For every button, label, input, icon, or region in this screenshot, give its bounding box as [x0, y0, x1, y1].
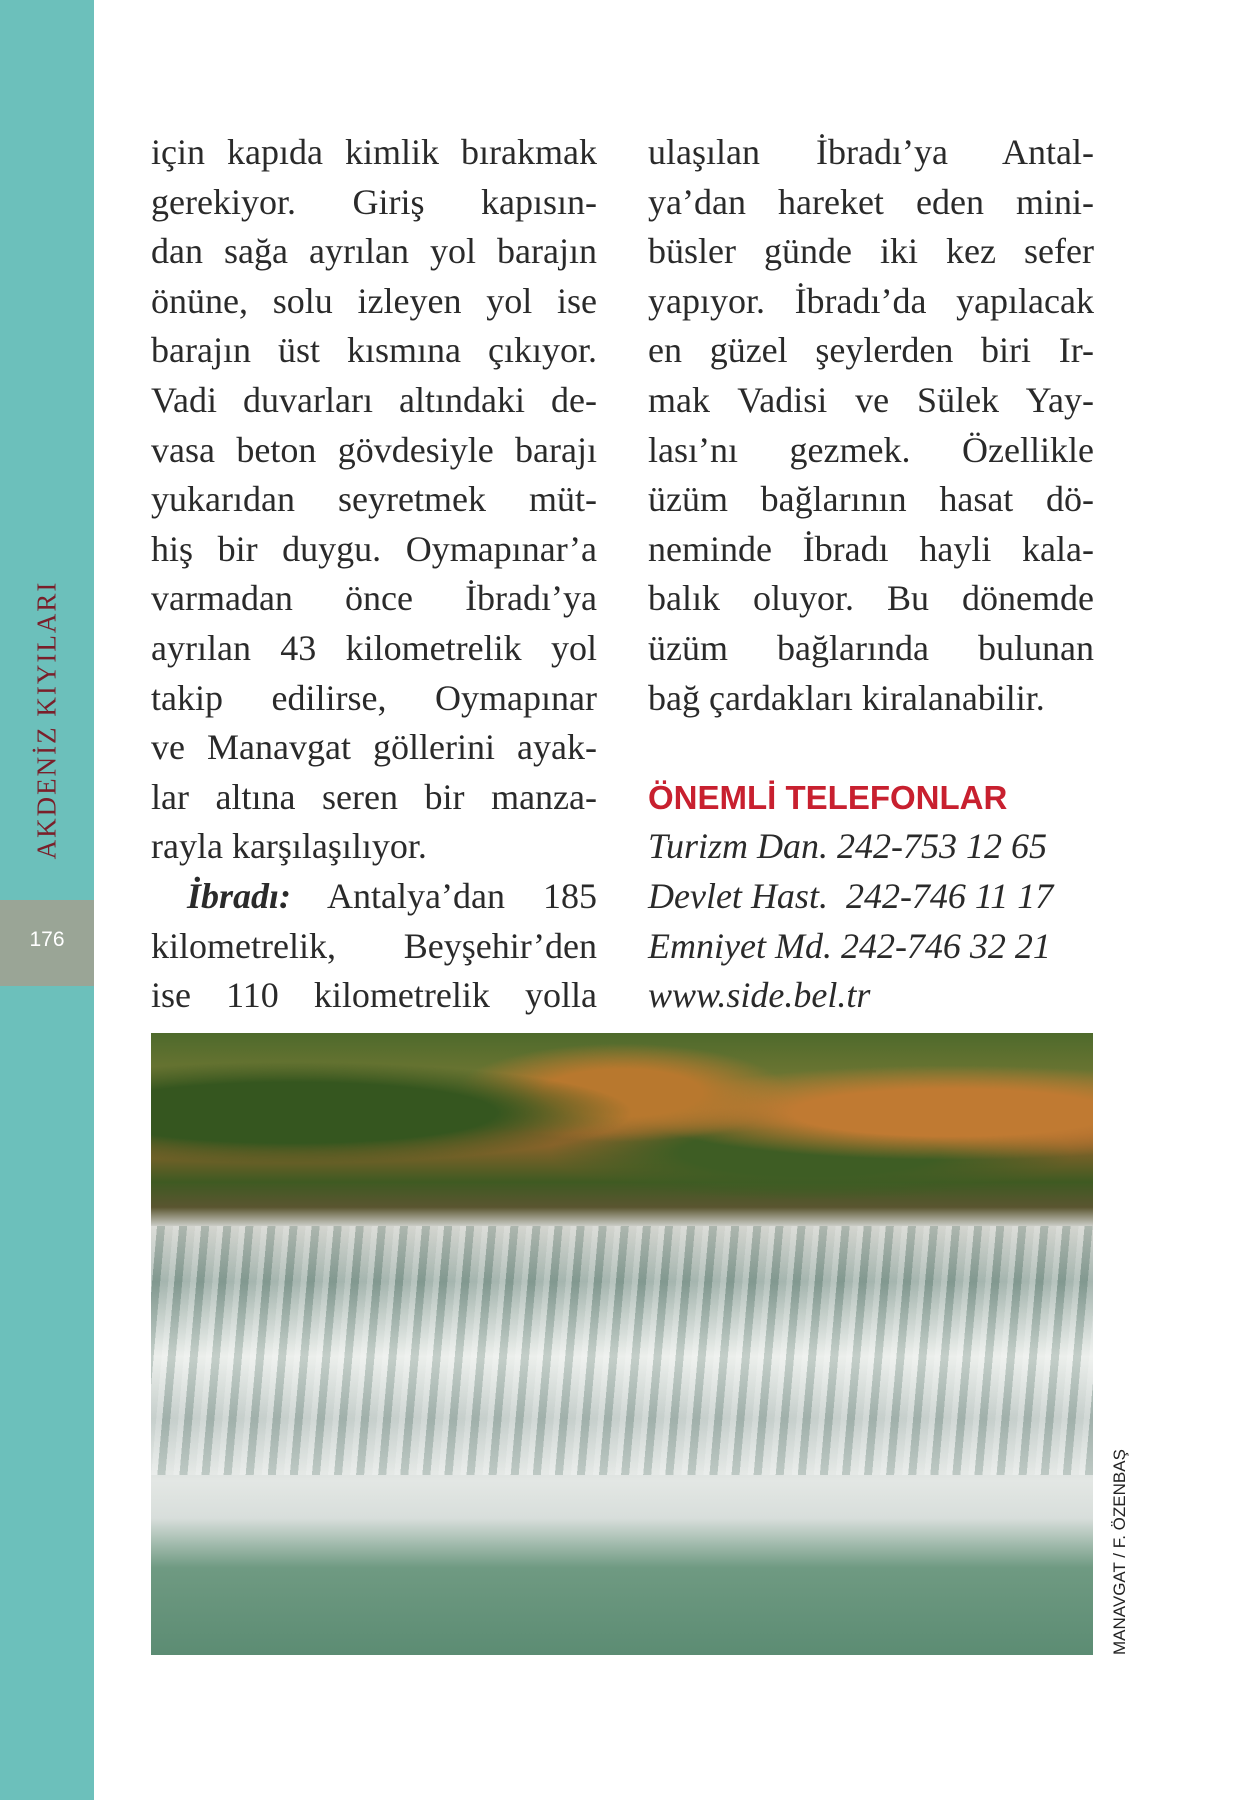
- text-line: en güzel şeylerden biri Ir-: [648, 330, 1094, 371]
- runin-heading: İbradı:: [187, 875, 292, 916]
- text-line: ise 110 kilometrelik yolla: [151, 975, 597, 1016]
- text-line: yukarıdan seyretmek müt-: [151, 479, 597, 520]
- sidebar: [0, 0, 94, 1800]
- text-line: varmadan önce İbradı’ya: [151, 578, 597, 619]
- text-line: balık oluyor. Bu dönemde: [648, 578, 1094, 619]
- text-line: neminde İbradı hayli kala-: [648, 528, 1094, 569]
- text-line: bağ çardakları kiralanabilir.: [648, 677, 1045, 718]
- phone-entry: Turizm Dan. 242-753 12 65: [648, 826, 1048, 867]
- text-line: takip edilirse, Oymapınar: [151, 677, 597, 718]
- right-column: [648, 128, 1094, 1021]
- text-line-runin: [151, 872, 597, 922]
- text-line: lar altına seren bir manza-: [151, 776, 597, 817]
- photo-waterfall: [151, 1226, 1093, 1475]
- text-line: kilometrelik, Beyşehir’den: [151, 925, 597, 966]
- section-title: AKDENİZ KIYILARI: [31, 580, 62, 860]
- left-column: [151, 128, 597, 1021]
- text-line: büsler günde iki kez sefer: [648, 231, 1094, 272]
- page-number-box: [0, 900, 94, 986]
- phone-entry: Emniyet Md. 242-746 32 21: [648, 925, 1051, 966]
- text-line: önüne, solu izleyen yol ise: [151, 280, 597, 321]
- text-line: Vadi duvarları altındaki de-: [151, 379, 597, 420]
- text-line: barajın üst kısmına çıkıyor.: [151, 330, 597, 371]
- waterfall-photo: [151, 1033, 1093, 1655]
- spacer: [648, 723, 1094, 773]
- page-number: 176: [29, 928, 65, 951]
- photo-trees: [151, 1033, 1093, 1232]
- text-line: lası’nı gezmek. Özellikle: [648, 429, 1094, 470]
- text-line: yapıyor. İbradı’da yapılacak: [648, 280, 1094, 321]
- text-line: dan sağa ayrılan yol barajın: [151, 231, 597, 272]
- website-text: www.side.bel.tr: [648, 975, 871, 1016]
- text-line: ayrılan 43 kilometrelik yol: [151, 627, 597, 668]
- text-line: gerekiyor. Giriş kapısın-: [151, 181, 597, 222]
- text-line: üzüm bağlarında bulunan: [648, 627, 1094, 668]
- text-line: ulaşılan İbradı’ya Antal-: [648, 132, 1094, 172]
- photo-credit: MANAVGAT / F. ÖZENBAŞ: [1110, 1449, 1129, 1655]
- text-line: ve Manavgat göllerini ayak-: [151, 727, 597, 768]
- text-line: mak Vadisi ve Sülek Yay-: [648, 379, 1094, 420]
- phone-entry: Devlet Hast. 242-746 11 17: [648, 875, 1054, 916]
- text-line: için kapıda kimlik bırakmak: [151, 132, 597, 172]
- text-line: ya’dan hareket eden mini-: [648, 181, 1094, 222]
- text-line: hiş bir duygu. Oymapınar’a: [151, 528, 597, 569]
- phones-heading: ÖNEMLİ TELEFONLAR: [648, 778, 1008, 816]
- text-line: üzüm bağlarının hasat dö-: [648, 479, 1094, 520]
- runin-text: Antalya’dan 185: [291, 875, 597, 916]
- text-line: vasa beton gövdesiyle barajı: [151, 429, 597, 470]
- text-line: rayla karşılaşılıyor.: [151, 826, 427, 867]
